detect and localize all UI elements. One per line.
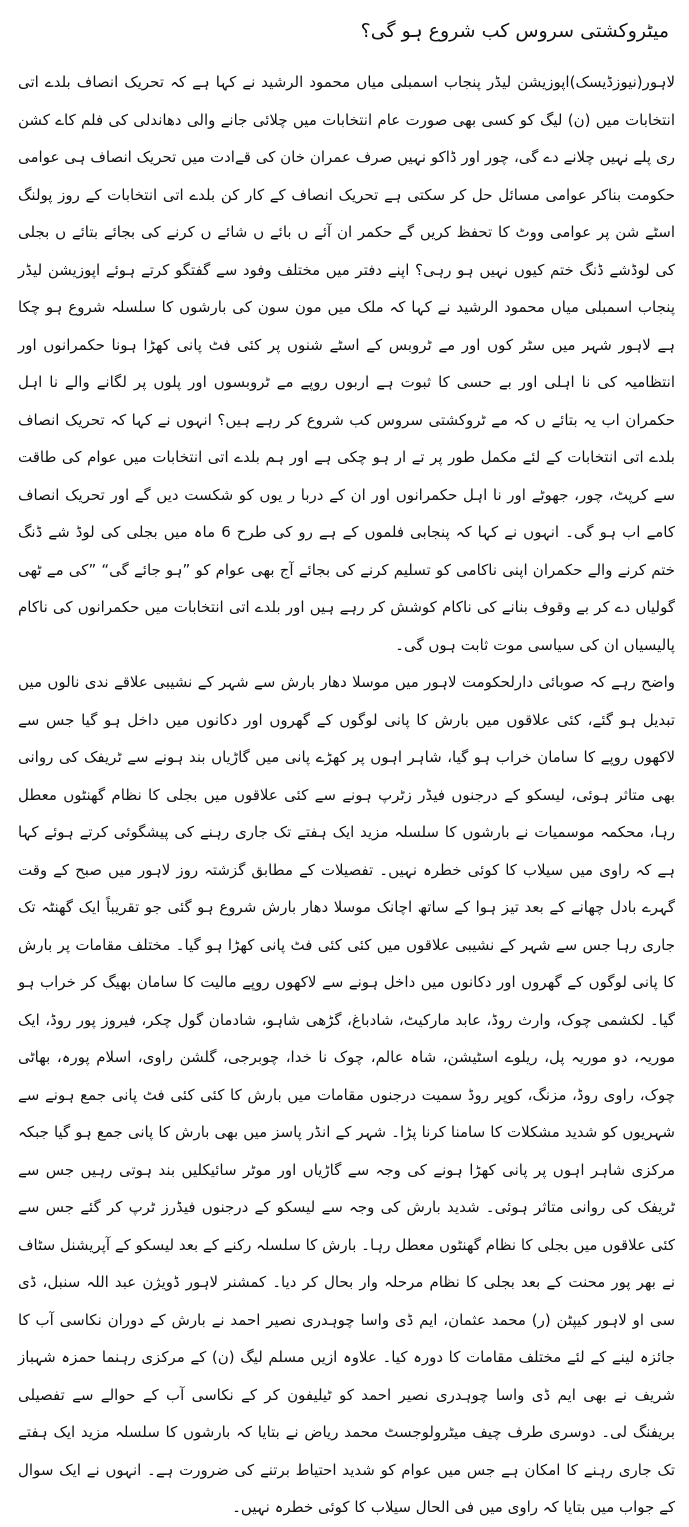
article-paragraph-1: لاہور(نیوزڈیسک)اپوزیشن لیڈر پنجاب اسمبلی میاں محمود الرشید نے کہا ہے کہ تحریک انصاف بلدے اتی انتخابات میں (ن) لیگ کو کسی بھی صورت عام انتخابات میں چلائی جانے والی دھاندلی کی فلم کاے کشن ری پلے نہیں چلانے دے گی، چور اور ڈاکو نہیں صرف عمران خان کی قےادت میں تحریک انصاف ہی عوامی حکومت بناکر عوامی مسائل حل کر سکتی ہے تحریک انصاف کے کار کن بلدے اتی انتخابات کے روز پولنگ اسٹے شن پر عوامی ووٹ کا تحفظ کریں گے حکمر ان آئے ں بائے ں شائے ں کرنے کی بجائے بتائے ں بجلی کی لوڈشے ڈنگ ختم کیوں نہیں ہو رہی؟ اپنے دفتر میں مختلف وفود سے گفتگو کرتے ہوئے اپوزیشن لیڈر پنجاب اسمبلی میاں محمود الرشید نے کہا کہ ملک میں مون سون کی بارشوں کا سلسلہ شروع ہو چکا ہے لاہور شہر میں سٹر کوں اور مے ٹروبس کے اسٹے شنوں پر کئی فٹ پانی کھڑا ہونا حکمرانوں اور انتظامیہ کی نا اہلی اور بے حسی کا ثبوت ہے اربوں روپے مے ٹروبسوں اور پلوں پر لگانے والے نا اہل حکمران اب یہ بتائے ں کہ مے ٹروکشتی سروس کب شروع کر رہے ہیں؟ انہوں نے کہا کہ تحریک انصاف بلدے اتی انتخابات کے لئے مکمل طور پر تے ار ہو چکی ہے اور ہم بلدے اتی انتخابات میں عوام کی طاقت سے کرپٹ، چور، جھوٹے اور نا اہل حکمرانوں اور ان کے دربا ر یوں کو شکست دیں گے اور تحریک انصاف کامے اب ہو گی۔ انہوں نے کہا کہ پنجابی فلموں کے ہے رو کی طرح 6 ماہ میں بجلی کی لوڈ شے ڈنگ ختم کرنے والے حکمران اپنی ناکامی کو تسلیم کرنے کی بجائے آج بھی عوام کو ”ہو جائے گی“ ”کی مے ٹھی گولیاں دے کر بے وقوف بنانے کی ناکام کوشش کر رہے ہیں اور بلدے اتی انتخابات میں حکمرانوں کی ناکام پالیسیاں ان کی سیاسی موت ثابت ہوں گی۔ <box>18 73 675 654</box>
article-headline: میٹروکشتی سروس کب شروع ہو گی؟ <box>360 20 669 42</box>
article-body <box>18 64 675 1527</box>
article-paragraph-2: واضح رہے کہ صوبائی دارلحکومت لاہور میں موسلا دھار بارش سے شہر کے نشیبی علاقے ندی نالوں میں تبدیل ہو گئے، کئی علاقوں میں بارش کا پانی لوگوں کے گھروں اور دکانوں میں داخل ہو گیا جس سے لاکھوں روپے کا سامان خراب ہو گیا، شاہر اہوں پر کھڑے پانی میں گاڑیاں بند ہونے سے ٹریفک کی روانی بھی متاثر ہوئی، لیسکو کے درجنوں فیڈر زٹرپ ہونے سے کئی علاقوں میں بجلی کا نظام گھنٹوں معطل رہا، محکمہ موسمیات نے بارشوں کا سلسلہ مزید ایک ہفتے تک جاری رہنے کی پیشگوئی کرتے ہوئے کہا ہے کہ راوی میں سیلاب کا کوئی خطرہ نہیں۔ تفصیلات کے مطابق گزشتہ روز لاہور میں صبح کے وقت گہرے بادل چھانے کے بعد تیز ہوا کے ساتھ اچانک موسلا دھار بارش شروع ہو گئی جو تقریباً ایک گھنٹہ تک جاری رہا جس سے شہر کے نشیبی علاقوں میں کئی کئی فٹ پانی کھڑا ہو گیا۔ مختلف مقامات پر بارش کا پانی لوگوں کے گھروں اور دکانوں میں داخل ہونے سے لاکھوں روپے مالیت کا سامان بھیگ کر خراب ہو گیا۔ لکشمی چوک، وارث روڈ، عابد مارکیٹ، شادباغ، گڑھی شاہو، شادمان گول چکر، فیروز پور روڈ، ایک موریہ، دو موریہ پل، ریلوے اسٹیشن، شاہ عالم، چوک نا خدا، چوبرجی، گلشن راوی، اسلام پورہ، بھاٹی چوک، راوی روڈ، مزنگ، کوپر روڈ سمیت درجنوں مقامات میں بارش کا کئی کئی فٹ پانی جمع ہونے سے شہریوں کو شدید مشکلات کا سامنا کرنا پڑا۔ شہر کے انڈر پاسز میں بھی بارش کا پانی جمع ہو گیا جبکہ مرکزی شاہر اہوں پر پانی کھڑا ہونے کی وجہ سے گاڑیاں اور موٹر سائیکلیں بند ہوتی رہیں جس سے ٹریفک کی روانی متاثر ہوئی۔ شدید بارش کی وجہ سے لیسکو کے درجنوں فیڈرز ٹرپ کر گئے جس سے کئی علاقوں میں بجلی کا نظام گھنٹوں معطل رہا۔ بارش کا سلسلہ رکنے کے بعد لیسکو کے آپریشنل سٹاف نے بھر پور محنت کے بعد بجلی کا نظام مرحلہ وار بحال کر دیا۔ کمشنر لاہور ڈویژن عبد اللہ سنبل، ڈی سی او لاہور کیپٹن (ر) محمد عثمان، ایم ڈی واسا چوہدری نصیر احمد نے بارش کے دوران نکاسی آب کا جائزہ لینے کے لئے مختلف مقامات کا دورہ کیا۔ علاوہ ازیں مسلم لیگ (ن) کے مرکزی رہنما حمزہ شہباز شریف نے بھی ایم ڈی واسا چوہدری نصیر احمد کو ٹیلیفون کر کے نکاسی آب کے حوالے سے تفصیلی بریفنگ لی۔ دوسری طرف چیف میٹرولوجسٹ محمد ریاض نے بتایا کہ بارشوں کا سلسلہ مزید ایک ہفتے تک جاری رہنے کا امکان ہے جس میں عوام کو شدید احتیاط برتنے کی ضرورت ہے۔ انہوں نے ایک سوال کے جواب میں بتایا کہ راوی میں فی الحال سیلاب کا کوئی خطرہ نہیں۔ <box>18 673 675 1516</box>
